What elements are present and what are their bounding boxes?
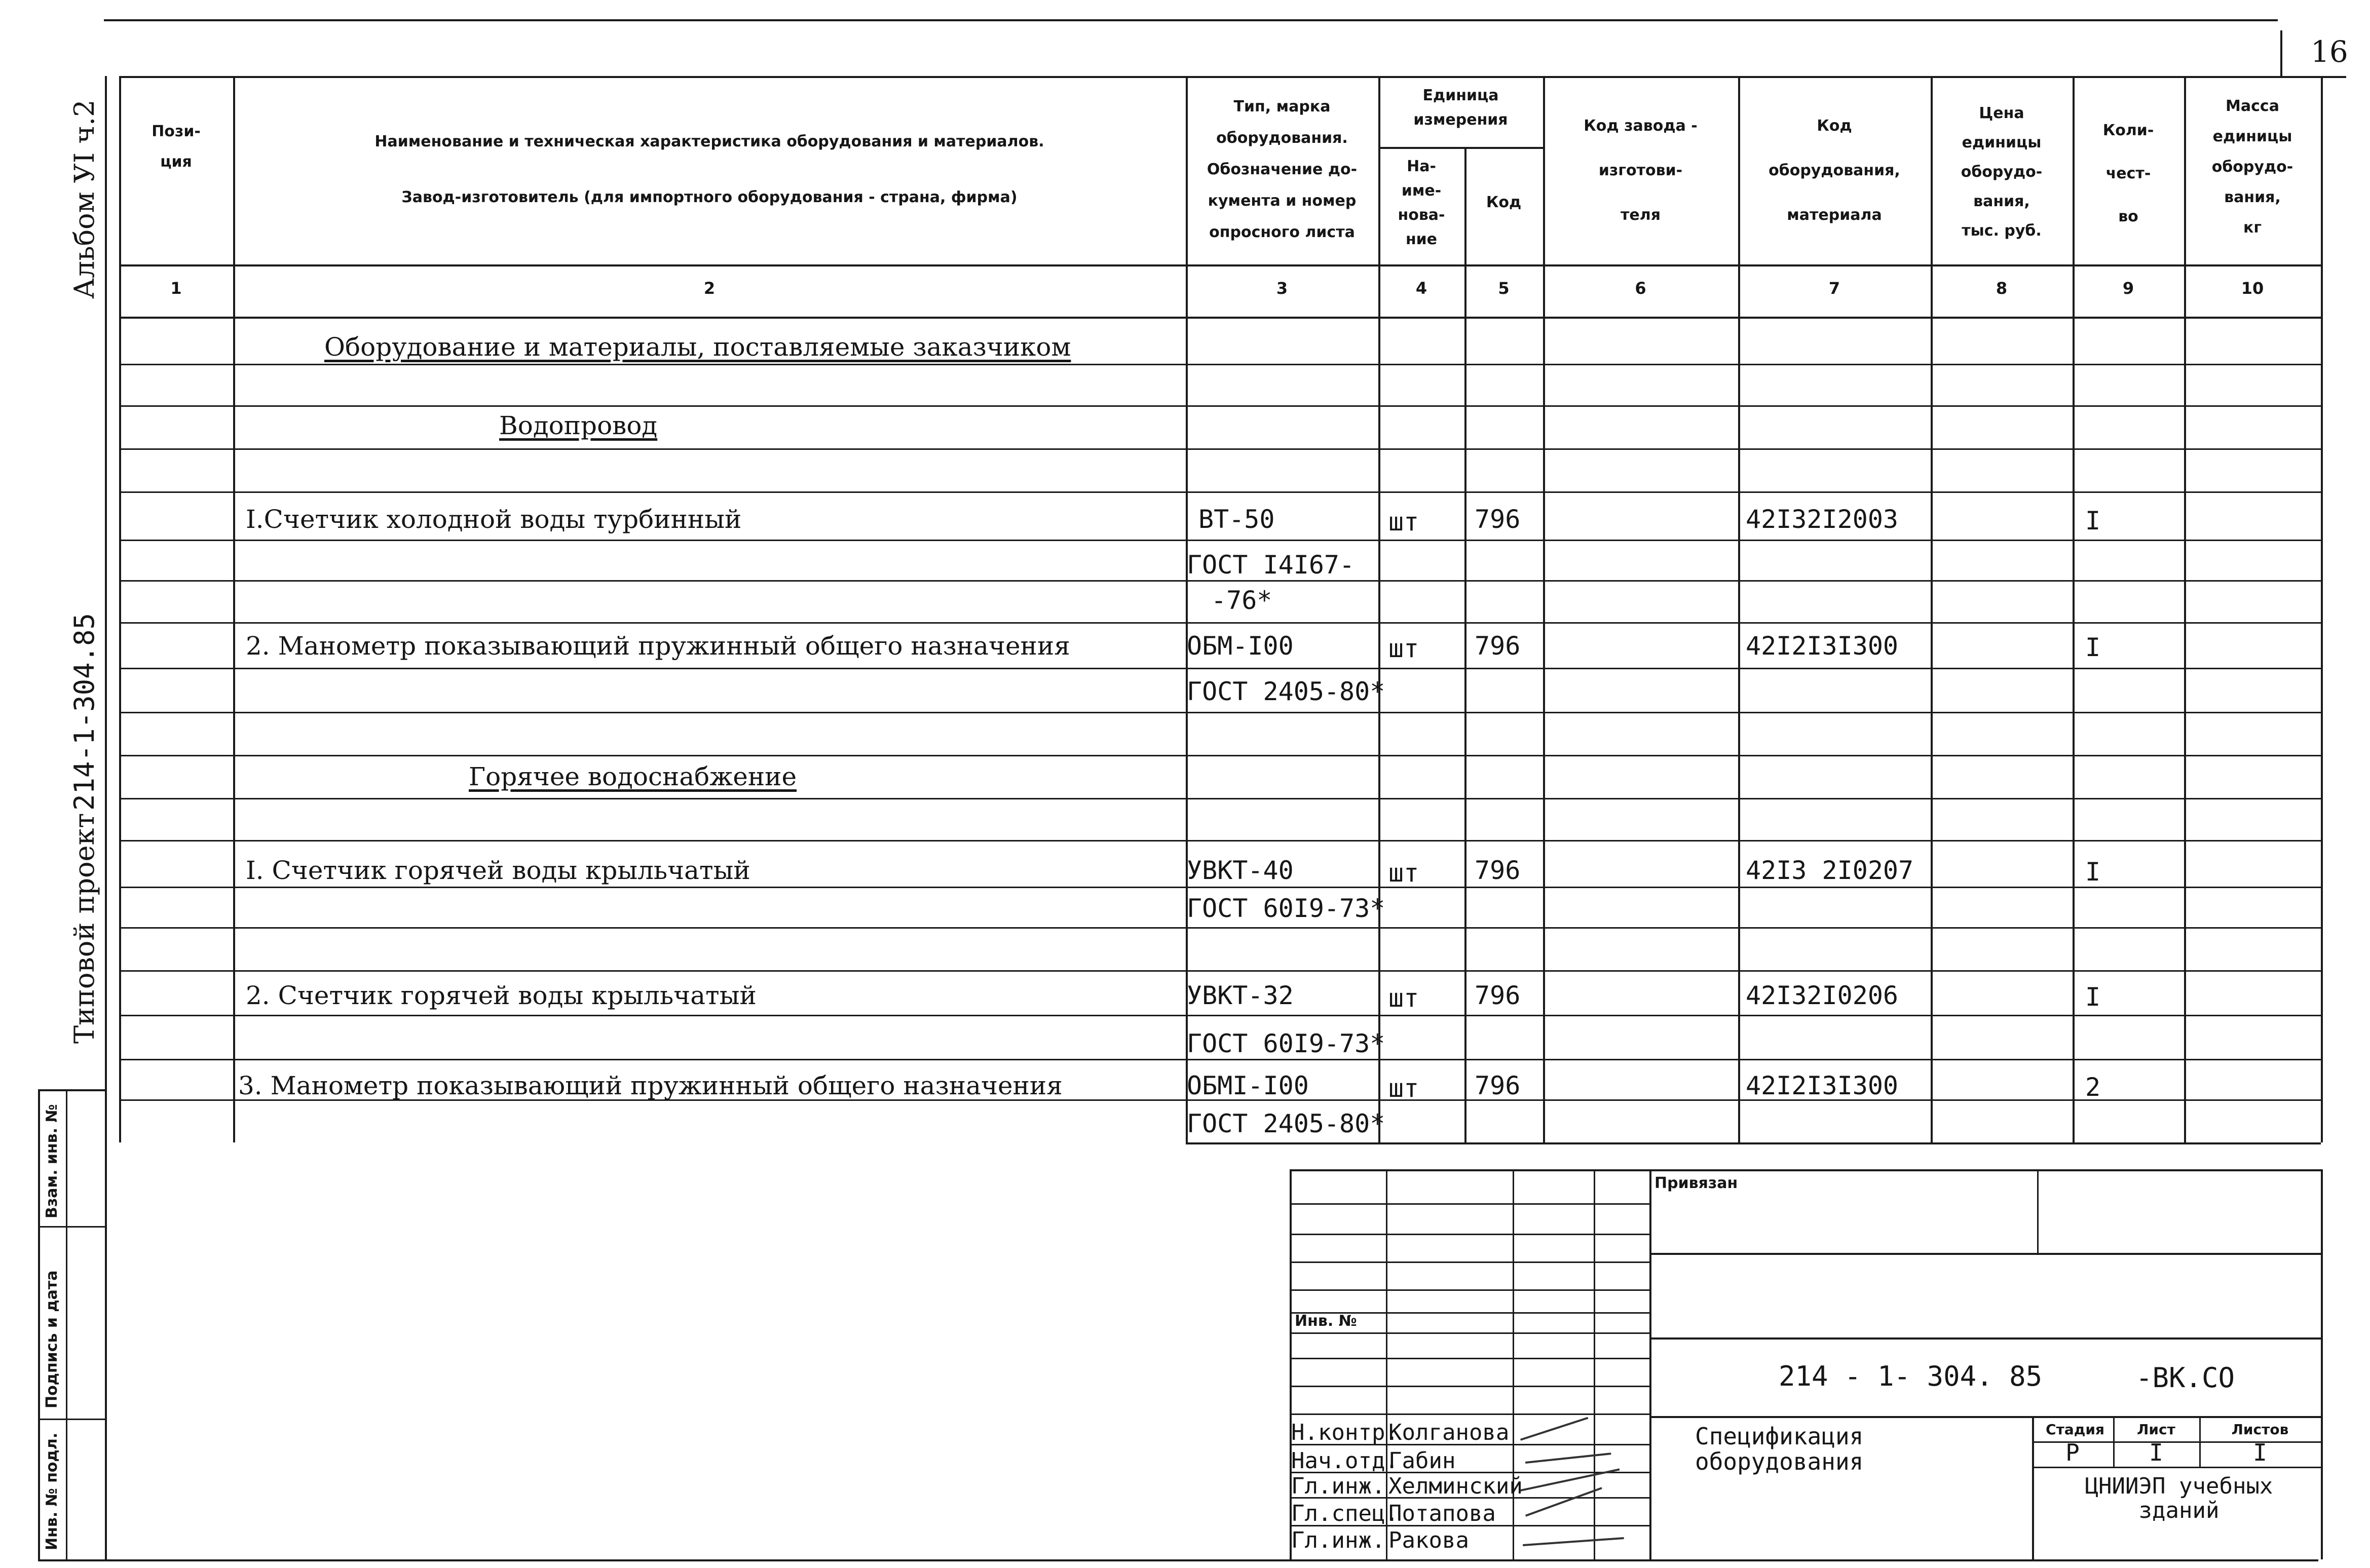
body-row-line [119, 887, 2321, 888]
tb-doc-code: 214 - 1- 304. 85 [1779, 1360, 2043, 1392]
body-row-line [119, 1015, 2321, 1016]
row-type: УВКТ-40 [1187, 856, 1294, 885]
col-line-1 [233, 76, 235, 1142]
tb-person-name: Потапова [1388, 1501, 1496, 1526]
body-row-line [119, 840, 2321, 842]
row-type-doc: ГОСТ 60I9-73* [1187, 1029, 1385, 1058]
col-line-0 [119, 76, 121, 1142]
row-type-doc-cont: -76* [1211, 586, 1272, 615]
top-frame-line [104, 19, 2278, 21]
body-row-line [119, 405, 2321, 407]
tb-code-bottom [1649, 1416, 2321, 1418]
tb-role: Гл.инж. [1291, 1527, 1385, 1553]
body-row-line [119, 798, 2321, 799]
row-equip-code: 42I32I0206 [1746, 981, 1899, 1010]
header-mass: Масса единицы оборудо- вания, кг [2211, 97, 2293, 237]
row-unit-code: 796 [1475, 856, 1521, 885]
header-pos: Пози- ция [152, 123, 201, 171]
row-name: 3. Манометр показывающий пружинный общего назначения [238, 1071, 1063, 1100]
row-type: УВКТ-32 [1187, 981, 1294, 1010]
row-unit: шт [1388, 858, 1419, 888]
row-qty: I [2085, 857, 2101, 887]
tb-grid-row [1290, 1413, 1649, 1415]
side-inv-podl: Инв. № подл. [43, 1432, 61, 1550]
tb-grid-col [1513, 1169, 1514, 1559]
table-top-line [119, 76, 2321, 78]
row-qty: I [2085, 633, 2101, 662]
row-qty: I [2085, 506, 2101, 536]
tb-grid-row [1290, 1358, 1649, 1359]
row-type: ВТ-50 [1198, 505, 1275, 534]
row-type: ОБМI-I00 [1187, 1071, 1309, 1100]
row-equip-code: 42I32I2003 [1746, 505, 1899, 534]
body-row-line [119, 712, 2321, 713]
tb-stage-left [2032, 1416, 2034, 1559]
tb-main-divider [1649, 1169, 1651, 1559]
row-unit: шт [1388, 1074, 1419, 1103]
body-row-line [119, 970, 2321, 972]
body-row-line [119, 540, 2321, 541]
tb-sheet-label: Лист [2137, 1421, 2175, 1438]
side-sign-date: Подпись и дата [43, 1270, 61, 1408]
tb-role: Гл.спец. [1291, 1501, 1399, 1526]
tb-stage-label: Стадия [2046, 1421, 2104, 1438]
tb-grid-row [1290, 1261, 1649, 1263]
row-unit: шт [1388, 634, 1419, 663]
header-price: Цена единицы оборудо- вания, тыс. руб. [1961, 104, 2043, 240]
tb-sheets-label: Листов [2231, 1421, 2289, 1438]
tb-doc-suffix: -ВК.СО [2136, 1362, 2235, 1394]
tb-privyazan: Привязан [1654, 1174, 1738, 1192]
row-equip-code: 42I2I3I300 [1746, 1071, 1899, 1100]
tb-privyazan-bottom [1649, 1253, 2321, 1255]
row-unit-code: 796 [1475, 631, 1521, 661]
tb-code-top [1649, 1337, 2321, 1340]
row-name: 2. Счетчик горячей воды крыльчатый [246, 981, 757, 1010]
tb-role: Н.контр. [1291, 1420, 1399, 1445]
body-row-line [119, 448, 2321, 450]
row-name: I. Счетчик горячей воды крыльчатый [246, 856, 750, 885]
row-name: 2. Манометр показывающий пружинный общего назначения [246, 631, 1070, 661]
tb-person-name: Хелминский [1388, 1473, 1523, 1499]
side-project-label: Типовой проект [68, 813, 100, 1044]
binding-line [105, 76, 107, 1560]
header-name: Наименование и техническая характеристика оборудования и материалов. Завод-изготовитель (для импортного оборудования - страна, фирма) [374, 133, 1044, 206]
binding-strip-left [38, 1089, 40, 1560]
header-qty: Коли- чест- во [2102, 122, 2154, 225]
row-type-doc: ГОСТ 2405-80* [1187, 677, 1385, 706]
unit-subheader-line [1378, 147, 1543, 149]
binding-strip-top [38, 1089, 106, 1091]
body-row-line [119, 927, 2321, 929]
body-row-line [119, 491, 2321, 493]
header-bottom-line [119, 264, 2321, 266]
tb-grid-row [1290, 1234, 1649, 1235]
row-type: ОБМ-I00 [1187, 631, 1294, 661]
binding-strip-mid [66, 1089, 67, 1560]
tb-person-name: Габин [1388, 1448, 1456, 1474]
signature-mark [1520, 1417, 1588, 1441]
header-unit-name: На- име- нова- ние [1398, 158, 1445, 248]
row-type-doc: ГОСТ 2405-80* [1187, 1109, 1385, 1138]
signature-mark [1525, 1487, 1602, 1516]
body-row-line [119, 364, 2321, 365]
signature-mark [1525, 1452, 1611, 1464]
header-type: Тип, марка оборудования. Обозначение до- кумента и номер опросного листа [1207, 98, 1358, 241]
colnum-bottom-line [119, 317, 2321, 319]
tb-role: Гл.инж. [1291, 1473, 1385, 1499]
binding-strip-div-1 [38, 1226, 106, 1228]
side-album-label: Альбом УI ч.2 [68, 99, 100, 299]
tb-grid-row [1290, 1203, 1649, 1205]
section-hot: Горячее водоснабжение [469, 762, 797, 791]
tb-grid-col [1594, 1169, 1595, 1559]
col-line-10 [2321, 76, 2323, 1142]
tb-sheet-value: I [2149, 1439, 2163, 1466]
row-equip-code: 42I3 2I0207 [1746, 856, 1914, 885]
row-type-doc: ГОСТ 60I9-73* [1187, 894, 1385, 923]
tb-sheets-value: I [2253, 1439, 2267, 1466]
row-name: I.Счетчик холодной воды турбинный [246, 505, 742, 534]
tb-grid-row [1290, 1386, 1649, 1387]
tb-role: Нач.отд. [1291, 1448, 1399, 1474]
signature-mark [1523, 1537, 1624, 1546]
tb-top-line [1290, 1169, 2321, 1171]
tb-stage-value: Р [2065, 1439, 2080, 1466]
row-unit-code: 796 [1475, 981, 1521, 1010]
header-equip-code: Код оборудования, материала [1769, 117, 1900, 224]
body-row-line [119, 755, 2321, 756]
tb-stage-value-line [2032, 1467, 2321, 1468]
row-unit: шт [1388, 983, 1419, 1013]
binding-strip-div-2 [38, 1419, 106, 1420]
header-unit: Единица измерения [1413, 87, 1508, 129]
section-main: Оборудование и материалы, поставляемые заказчиком [324, 332, 1071, 362]
header-plant-code: Код завода - изготови- теля [1584, 117, 1698, 224]
body-row-line [119, 668, 2321, 669]
sheet-number-box-left [2280, 30, 2282, 76]
side-project-code: 214-1-304.85 [68, 613, 100, 811]
row-equip-code: 42I2I3I300 [1746, 631, 1899, 661]
row-qty: 2 [2085, 1073, 2101, 1102]
tb-right-line [2321, 1169, 2323, 1559]
row-unit: шт [1388, 507, 1419, 537]
sheet-number: 16 [2311, 34, 2348, 69]
side-vzam-inv: Взам. инв. № [43, 1104, 61, 1218]
section-water: Водопровод [499, 411, 658, 440]
body-row-line [119, 580, 2321, 582]
tb-privyazan-divider [2037, 1169, 2039, 1253]
tb-person-name: Ракова [1388, 1527, 1469, 1553]
tb-doc-title: Спецификация оборудования [1695, 1423, 1864, 1475]
tb-organization: ЦНИИЭП учебных зданий [2085, 1473, 2273, 1523]
body-row-line [119, 622, 2321, 624]
tb-person-name: Колганова [1388, 1420, 1510, 1445]
tb-grid-row [1290, 1289, 1649, 1291]
row-unit-code: 796 [1475, 1071, 1521, 1100]
table-bottom-line [1186, 1142, 2321, 1144]
row-unit-code: 796 [1475, 505, 1521, 534]
tb-grid-row [1290, 1332, 1649, 1334]
row-qty: I [2085, 982, 2101, 1012]
row-type-doc: ГОСТ I4I67- [1187, 550, 1355, 580]
tb-inv-no: Инв. № [1295, 1312, 1357, 1330]
header-unit-code: Код [1486, 194, 1522, 211]
body-row-line [119, 1059, 2321, 1060]
bottom-frame-line [38, 1559, 2318, 1561]
